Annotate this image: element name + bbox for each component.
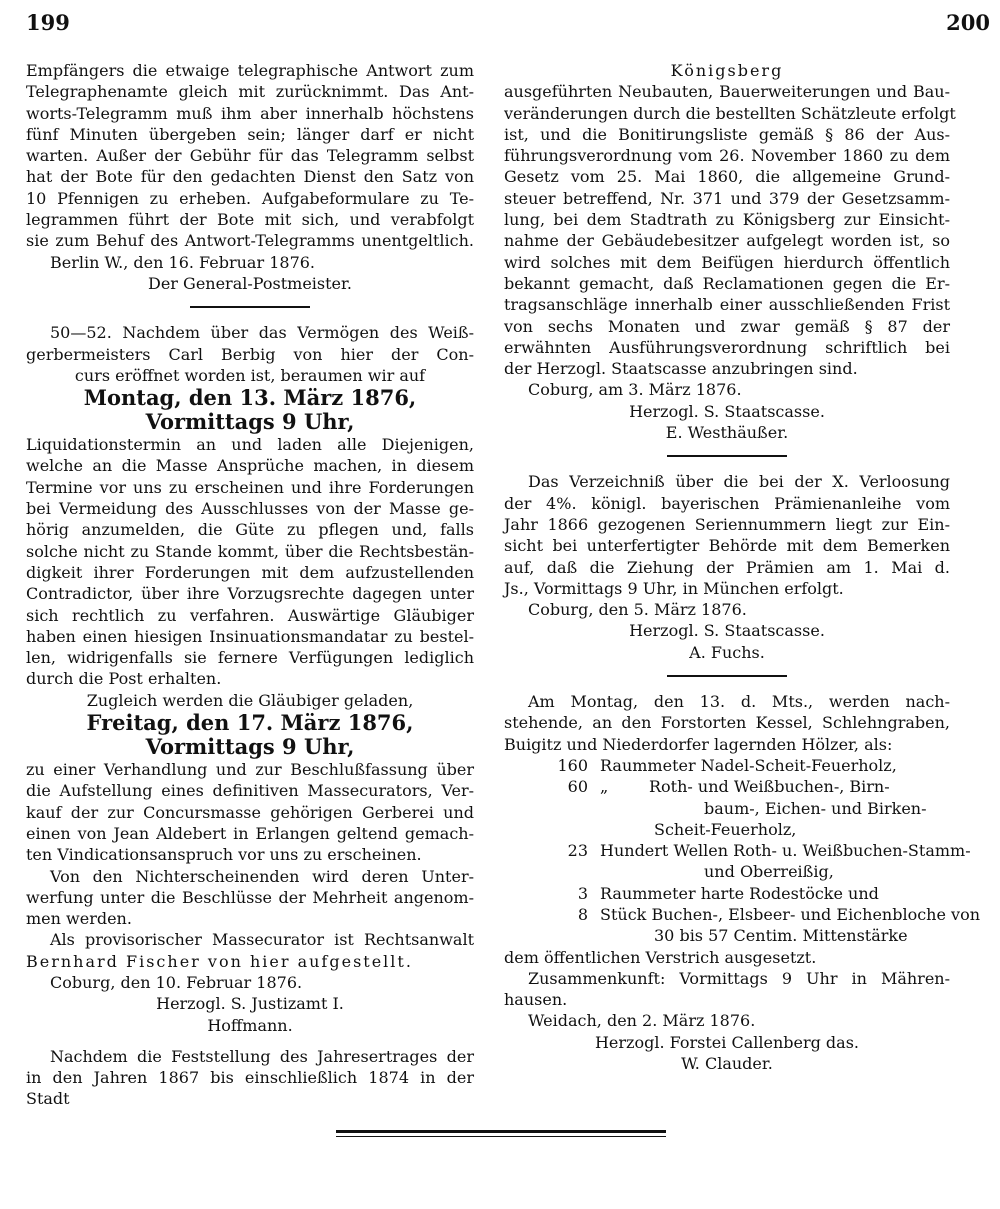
line-text: Raummeter harte Rodestöcke und [600,883,879,903]
line-text: Liquidationstermin an und laden alle Diejenigen, [26,435,474,455]
text-line [504,883,950,904]
text-line [504,904,981,925]
line-text: Stadt [26,1089,70,1109]
line-text: Jahr 1866 gezogenen Seriennummern liegt zur Ein- [504,514,950,534]
text-line [26,562,474,583]
text-line [26,626,474,647]
line-text: Scheit-Feuerholz, [654,819,797,839]
text-line [26,434,474,455]
text-line [504,188,950,209]
text-line [504,60,950,81]
line-text: führungsverordnung vom 26. November 1860 zu dem [504,146,950,166]
line-text: Herzogl. S. Justizamt I. [156,994,344,1014]
line-text: Gesetz vom 25. Mai 1860, die allgemeine Grund- [504,167,950,187]
line-text: men werden. [26,909,132,929]
text-line [26,711,474,735]
text-line [26,780,474,801]
section-divider [667,455,787,457]
line-text: der Herzogl. Staatscasse anzubringen sind. [504,359,858,379]
text-line [504,145,950,166]
text-line [504,691,950,712]
text-line [504,209,950,230]
text-line [504,1032,950,1053]
text-line [504,578,950,599]
text-line [26,735,474,759]
text-line [504,337,950,358]
text-line [504,861,950,882]
text-line [504,252,950,273]
text-line [504,599,950,620]
line-text: E. Westhäußer. [665,423,789,443]
text-line [26,1067,474,1088]
bottom-rule-thin [336,1136,666,1137]
left-column [26,60,474,1110]
line-text: Coburg, den 5. März 1876. [528,600,747,620]
text-line [26,209,474,230]
line-text: die Aufstellung eines definitiven Massecurators, Ver- [26,781,474,801]
line-text: solche nicht zu Stande kommt, über die Rechtsbestän- [26,541,474,561]
line-text: werfung unter die Beschlüsse der Mehrheit angenom- [26,887,474,907]
line-text: Buigitz und Niederdorfer lagernden Hölzer, als: [504,734,893,754]
line-text: veränderungen durch die bestellten Schätzleute erfolgt [504,103,956,123]
line-text: sich rechtlich zu verfahren. Auswärtige Gläubiger [26,605,474,625]
text-line [26,252,474,273]
text-line [504,401,950,422]
line-text: Von den Nichterscheinenden wird deren Unter- [50,866,474,886]
line-text: nahme der Gebäudebesitzer aufgelegt worden ist, so [504,231,950,251]
text-line [26,60,474,81]
line-text: 50—52. Nachdem über das Vermögen des Weiß- [50,323,474,343]
page-number-right: 200 [946,10,990,35]
line-text: einen von Jean Aldebert in Erlangen geltend gemach- [26,823,474,843]
text-line [26,972,474,993]
line-text: hörig anzumelden, die Güte zu pflegen und, falls [26,520,474,540]
text-line [504,514,950,535]
line-text: 30 bis 57 Centim. Mittenstärke [654,926,908,946]
line-text: Nachdem die Feststellung des Jahresertrages der [50,1046,474,1066]
line-text: tragsanschläge innerhalb einer ausschließenden Frist [504,295,950,315]
text-line [504,316,950,337]
text-line [26,386,474,410]
text-line [26,993,474,1014]
text-line [26,802,474,823]
text-line [26,690,474,711]
text-line [504,819,950,840]
right-column [504,60,981,1074]
text-line [26,477,474,498]
line-text: Coburg, am 3. März 1876. [528,380,742,400]
text-line [26,230,474,251]
line-text: Herzogl. S. Staatscasse. [629,621,825,641]
text-line [26,605,474,626]
text-line [504,358,950,379]
text-line [504,1010,950,1031]
text-line [504,712,950,733]
line-text: ten Vindicationsanspruch vor uns zu erscheinen. [26,845,422,865]
line-text: Am Montag, den 13. d. Mts., werden nach- [528,692,950,712]
line-text: Contradictor, über ihre Vorzugsrechte dagegen unter [26,584,474,604]
line-text: fünf Minuten übergeben sein; länger darf er nicht [26,124,474,144]
text-line [26,365,474,386]
line-text: ausgeführten Neubauten, Bauerweiterungen und Bau- [504,82,950,102]
line-text: ist, und die Bonitirungsliste gemäß § 86 der Aus- [504,124,950,144]
line-text: bekannt gemacht, daß Reclamationen gegen die Er- [504,273,950,293]
text-line [504,166,950,187]
line-text: Herzogl. Forstei Callenberg das. [594,1032,860,1052]
line-text: 10 Pfennigen zu erheben. Aufgabeformulare zu Te- [26,188,474,208]
line-text: Freitag, den 17. März 1876, [86,710,414,736]
line-text: Hoffmann. [207,1015,293,1035]
line-text: Coburg, den 10. Februar 1876. [50,972,303,992]
line-text: Montag, den 13. März 1876, [83,385,417,411]
text-line [26,344,474,365]
line-text: Bernhard Fischer von hier aufgestellt. [26,951,413,971]
line-text: W. Clauder. [681,1054,773,1074]
text-line [26,583,474,604]
line-text: „ Roth- und Weißbuchen-, Birn- [600,777,890,797]
text-line [504,620,950,641]
text-line [26,273,474,294]
text-line [504,798,950,819]
line-text: sicht bei unterfertigter Behörde mit dem Bemerken [504,536,950,556]
bottom-rule [336,1130,666,1133]
line-text: curs eröffnet worden ist, beraumen wir auf [74,365,426,385]
text-line [26,1046,474,1067]
text-line [26,410,474,434]
line-text: sie zum Behuf des Antwort-Telegramms unentgeltlich. [26,231,474,251]
text-line [504,776,950,797]
line-text: Telegraphenamte gleich mit zurücknimmt. Das Ant- [26,82,474,102]
text-line [504,81,950,102]
text-line [504,925,950,946]
line-text: worts-Telegramm muß ihm aber innerhalb höchstens [26,103,474,123]
text-line [504,230,950,251]
spacer [26,1036,474,1046]
line-text: und Oberreißig, [704,862,834,882]
line-text: Raummeter Nadel-Scheit-Feuerholz, [600,755,897,775]
line-text: auf, daß die Ziehung der Prämien am 1. Mai d. [504,557,950,577]
line-text: zu einer Verhandlung und zur Beschlußfassung über [26,760,474,780]
text-line [26,759,474,780]
line-text: Hundert Wellen Roth- u. Weißbuchen-Stamm- [600,841,971,861]
text-line [26,519,474,540]
line-text: baum-, Eichen- und Birken- [704,798,927,818]
line-text: kauf der zur Concursmasse gehörigen Gerberei und [26,802,474,822]
text-line [504,273,950,294]
line-text: Zugleich werden die Gläubiger geladen, [86,690,414,710]
line-text: durch die Post erhalten. [26,669,222,689]
text-line [504,557,950,578]
line-text: legrammen führt der Bote mit sich, und verabfolgt [26,210,474,230]
text-line [504,422,950,443]
text-line [504,471,950,492]
line-text: Herzogl. S. Staatscasse. [629,401,825,421]
line-text: A. Fuchs. [689,642,765,662]
text-line [26,1015,474,1036]
text-line [26,188,474,209]
text-line [504,103,956,124]
text-line [26,668,474,689]
text-line [504,535,950,556]
text-line [26,951,474,972]
text-line [26,908,474,929]
text-line [26,929,474,950]
text-line [504,734,950,755]
page-number-left: 199 [26,10,70,35]
text-line [26,844,474,865]
item-quantity: 160 [557,755,588,775]
line-text: steuer betreffend, Nr. 371 und 379 der Gesetzsamm- [504,188,950,208]
text-line [26,81,474,102]
line-text: dem öffentlichen Verstrich ausgesetzt. [504,947,817,967]
line-text: Empfängers die etwaige telegraphische Antwort zum [26,61,474,80]
text-line [26,166,474,187]
line-text: Vormittags 9 Uhr, [145,734,355,760]
text-line [504,493,950,514]
section-divider [190,306,310,308]
text-line [504,379,950,400]
text-line [504,642,950,663]
section-divider [667,675,787,677]
text-line [504,124,950,145]
line-text: Js., Vormittags 9 Uhr, in München erfolgt. [504,578,844,598]
item-quantity: 3 [577,883,588,903]
text-line [504,294,950,315]
text-line [26,887,474,908]
line-text: in den Jahren 1867 bis einschließlich 1874 in der [26,1068,474,1088]
text-line [26,455,474,476]
line-text: Als provisorischer Massecurator ist Rechtsanwalt [50,930,474,950]
text-line [504,755,950,776]
line-text: digkeit ihrer Forderungen mit dem aufzustellenden [26,562,474,582]
text-line [26,124,474,145]
line-text: Vormittags 9 Uhr, [145,409,355,435]
item-quantity: 60 [567,777,588,797]
line-text: lung, bei dem Stadtrath zu Königsberg zur Einsicht- [504,210,950,230]
line-text: welche an die Masse Ansprüche machen, in diesem [26,456,474,476]
text-line [504,989,950,1010]
text-line [26,1088,474,1109]
line-text: Termine vor uns zu erscheinen und ihre Forderungen [26,477,474,497]
text-line [26,866,474,887]
text-line [26,541,474,562]
line-text: warten. Außer der Gebühr für das Telegramm selbst [26,146,474,166]
text-line [26,103,474,124]
line-text: Königsberg [670,61,784,80]
item-quantity: 8 [577,904,588,924]
line-text: Der General-Postmeister. [148,273,352,293]
line-text: hausen. [504,990,568,1010]
line-text: Das Verzeichniß über die bei der X. Verloosung [528,472,950,492]
line-text: von sechs Monaten und zwar gemäß § 87 der [504,316,950,336]
line-text: Berlin W., den 16. Februar 1876. [50,252,316,272]
text-line [26,647,474,668]
line-text: stehende, an den Forstorten Kessel, Schlehngraben, [504,713,950,733]
text-line [504,968,950,989]
line-text: bei Vermeidung des Ausschlusses von der Masse ge- [26,499,474,519]
line-text: hat der Bote für den gedachten Dienst den Satz von [26,167,474,187]
text-line [504,840,971,861]
text-line [504,947,950,968]
line-text: Stück Buchen-, Elsbeer- und Eichenbloche von [600,904,981,924]
line-text: wird solches mit dem Beifügen hierdurch öffentlich [504,252,950,272]
text-line [26,498,474,519]
text-line [26,145,474,166]
line-text: haben einen hiesigen Insinuationsmandatar zu bestel- [26,626,474,646]
text-line [26,823,474,844]
line-text: Weidach, den 2. März 1876. [528,1011,756,1031]
line-text: der 4%. königl. bayerischen Prämienanleihe vom [504,493,950,513]
line-text: gerbermeisters Carl Berbig von hier der Con- [26,344,474,364]
text-line [26,322,474,343]
text-line [504,1053,950,1074]
line-text: Zusammenkunft: Vormittags 9 Uhr in Mähren- [528,968,950,988]
line-text: len, widrigenfalls sie fernere Verfügungen lediglich [26,648,474,668]
item-quantity: 23 [567,841,588,861]
line-text: erwähnten Ausführungsverordnung schriftlich bei [504,337,950,357]
